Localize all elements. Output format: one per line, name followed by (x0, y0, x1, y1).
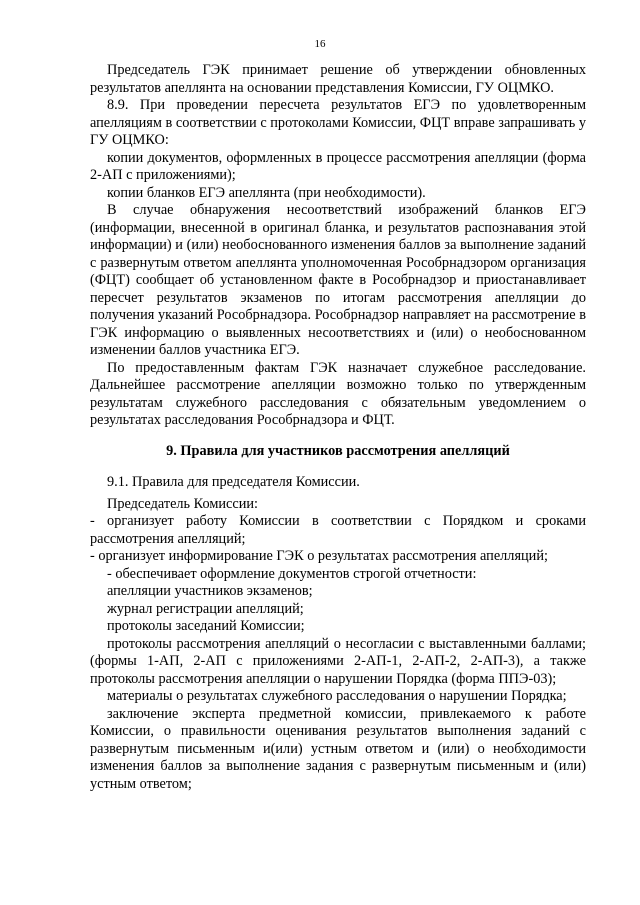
paragraph: копии документов, оформленных в процессе рассмотрения апелляции (форма 2-АП с приложениями); (90, 149, 586, 183)
paragraph: Председатель Комиссии: (107, 495, 259, 512)
section-heading: 9. Правила для участников рассмотрения апелляций (166, 442, 510, 459)
paragraph: По предоставленным фактам ГЭК назначает служебное расследование. Дальнейшее рассмотрение апелляции возможно только по утвержденным результатам служебного расследования с обязательным уведомлением о результатах расследования Рособрнадзора и ФЦТ. (90, 359, 586, 428)
paragraph: В случае обнаружения несоответствий изображений бланков ЕГЭ (информации, внесенной в оригинал бланка, и результатов распознавания этой информации) и (или) необоснованного изменения баллов за выполнение заданий с развернутым ответом апеллянта уполномоченная Рособрнадзором организация (ФЦТ) сообщает об установленном факте в Рособрнадзор и приостанавливает пересчет результатов экзаменов по итогам рассмотрения апелляции до получения указаний Рособрнадзора. Рособрнадзор направляет на рассмотрение в ГЭК информацию о выявленных несоответствиях и (или) о необоснованном изменении баллов участника ЕГЭ. (90, 202, 586, 358)
paragraph: протоколы рассмотрения апелляций о несогласии с выставленными баллами; (формы 1-АП, 2-АП с приложениями 2-АП-1, 2-АП-2, 2-АП-3), а также протоколы рассмотрения апелляции о нарушении Порядка (форма ППЭ-03); (90, 635, 586, 687)
paragraph: заключение эксперта предметной комиссии, привлекаемого к работе Комиссии, о правильности оценивания результатов выполнения заданий с развернутым письменным и(или) устным ответом и (или) о необходимости изменения баллов за выполнение задания с развернутым письменным и (или) устным ответом; (90, 705, 586, 792)
page-number: 16 (314, 38, 326, 50)
paragraph: протоколы заседаний Комиссии; (107, 618, 305, 634)
paragraph: апелляции участников экзаменов; (107, 583, 313, 599)
document-body (90, 62, 586, 793)
paragraph: - организует информирование ГЭК о результатах рассмотрения апелляций; (90, 548, 548, 564)
paragraph: - обеспечивает оформление документов строгой отчетности: (107, 565, 477, 582)
paragraph: 9.1. Правила для председателя Комиссии. (107, 474, 360, 490)
paragraphs-after-heading (90, 474, 586, 793)
paragraph: копии бланков ЕГЭ апеллянта (при необходимости). (107, 184, 426, 201)
paragraph: 8.9. При проведении пересчета результатов ЕГЭ по удовлетворенным апелляциям в соответствии с протоколами Комиссии, ФЦТ вправе запрашивать у ГУ ОЦМКО: (90, 97, 586, 148)
paragraph: журнал регистрации апелляций; (107, 600, 304, 617)
paragraph: материалы о результатах служебного расследования о нарушении Порядка; (107, 688, 567, 704)
paragraph: - организует работу Комиссии в соответствии с Порядком и сроками рассмотрения апелляций; (90, 513, 586, 547)
paragraph: Председатель ГЭК принимает решение об утверждении обновленных результатов апеллянта на основании представления Комиссии, ГУ ОЦМКО. (90, 62, 586, 96)
paragraphs-before-heading (90, 62, 586, 430)
